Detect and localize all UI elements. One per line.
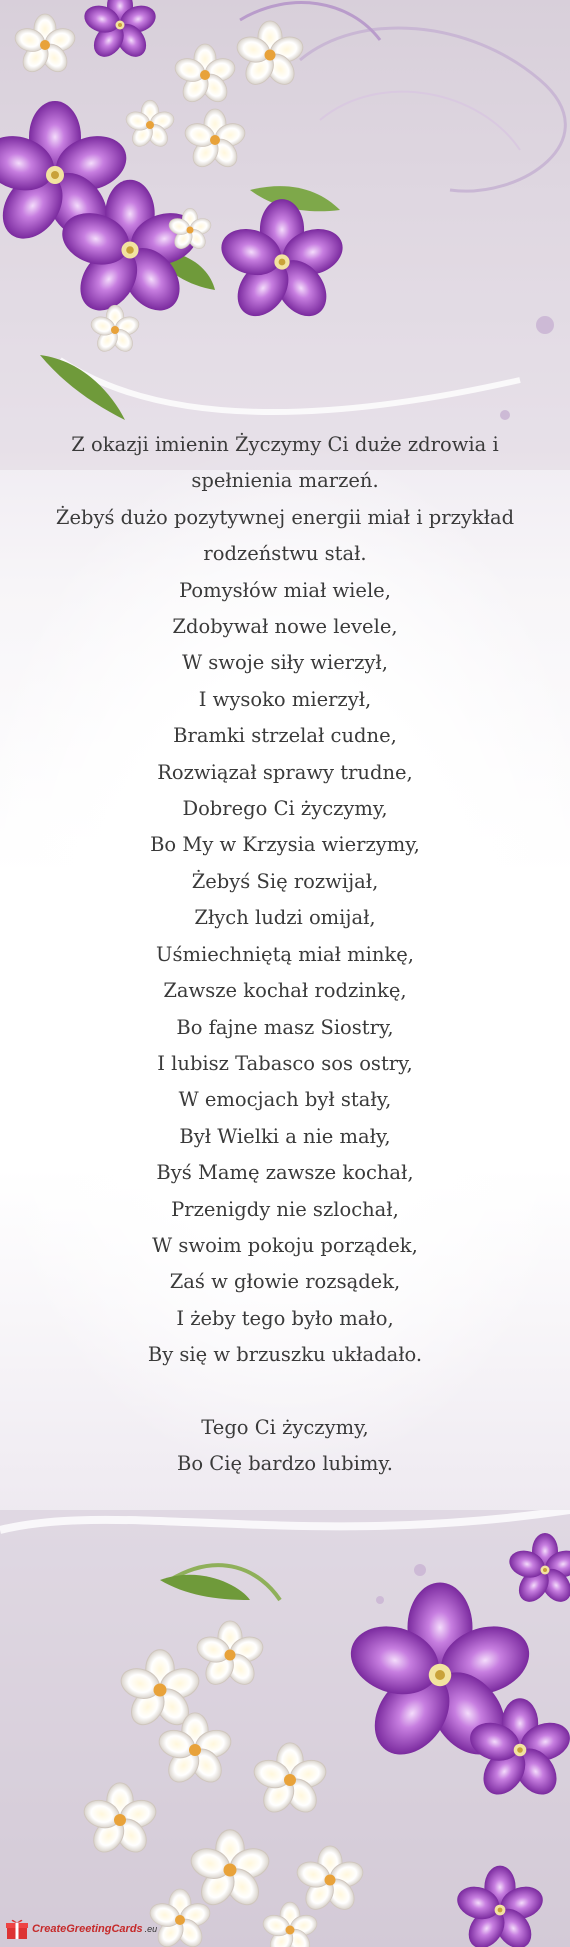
gift-icon xyxy=(4,1917,30,1941)
poem-line: Rozwiązał sprawy trudne, xyxy=(157,760,413,784)
brand-logo[interactable] xyxy=(4,1916,157,1942)
poem-line: Złych ludzi omijał, xyxy=(194,906,376,930)
poem-line: spełnienia marzeń. xyxy=(191,469,379,493)
poem-line: Bo My w Krzysia wierzymy, xyxy=(150,833,420,857)
poem-line: I wysoko mierzył, xyxy=(198,687,372,711)
poem-line: Tego Ci życzymy, xyxy=(201,1415,369,1439)
stanza-gap xyxy=(40,1374,530,1410)
poem-line: Żebyś Się rozwijał, xyxy=(191,869,379,893)
poem-line: Był Wielki a nie mały, xyxy=(179,1124,391,1148)
brand-suffix: .eu xyxy=(144,1924,158,1934)
poem-line: Zaś w głowie rozsądek, xyxy=(169,1270,401,1294)
poem-line: Zawsze kochał rodzinkę, xyxy=(163,979,407,1003)
poem-line: Bo fajne masz Siostry, xyxy=(176,1015,394,1039)
poem-line: By się w brzuszku układało. xyxy=(147,1343,423,1367)
poem-line: Pomysłów miał wiele, xyxy=(179,578,391,602)
poem-text xyxy=(40,427,530,1482)
poem-line: Uśmiechniętą miał minkę, xyxy=(156,942,414,966)
poem-line: Byś Mamę zawsze kochał, xyxy=(156,1161,414,1185)
poem-line: Zdobywał nowe levele, xyxy=(172,615,398,639)
poem-line: Żebyś dużo pozytywnej energii miał i przykład xyxy=(55,505,515,529)
flower-cluster-top xyxy=(0,0,570,470)
poem-line: W emocjach był stały, xyxy=(178,1088,392,1112)
poem-line: Dobrego Ci życzymy, xyxy=(182,797,388,821)
poem-line: Z okazji imienin Życzymy Ci duże zdrowia i xyxy=(71,433,499,456)
poem-line: Przenigdy nie szlochał, xyxy=(171,1197,399,1221)
poem-line: W swoje siły wierzył, xyxy=(182,651,388,675)
poem-line: I lubisz Tabasco sos ostry, xyxy=(157,1051,413,1075)
poem-line: W swoim pokoju porządek, xyxy=(152,1233,418,1257)
poem-line: rodzeństwu stał. xyxy=(203,542,367,566)
brand-name: CreateGreetingCards xyxy=(32,1923,143,1935)
poem-line: I żeby tego było mało, xyxy=(176,1306,394,1330)
poem-line: Bramki strzelał cudne, xyxy=(173,724,397,748)
flower-cluster-bottom xyxy=(0,1510,570,1947)
poem-line: Bo Cię bardzo lubimy. xyxy=(177,1451,393,1475)
